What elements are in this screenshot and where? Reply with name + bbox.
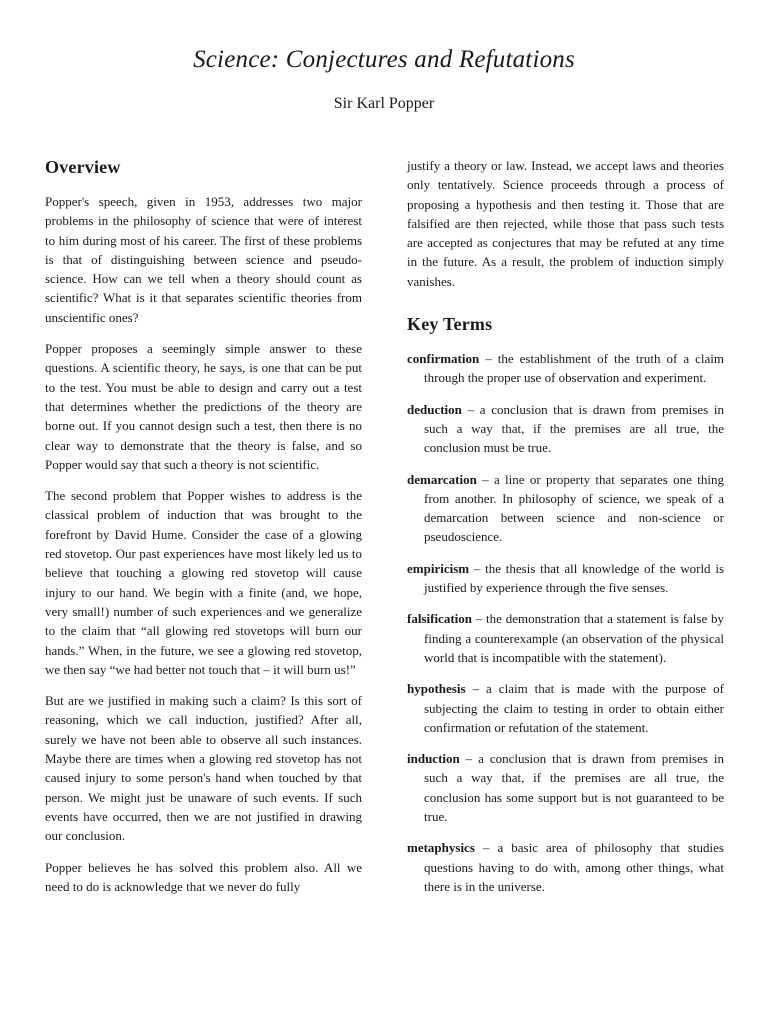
term-definition: – the establishment of the truth of a claim through the proper use of observation and experiment. bbox=[424, 351, 724, 386]
key-term-hypothesis bbox=[407, 679, 724, 737]
term-definition: – a line or property that separates one thing from another. In philosophy of science, we speak of a demarcation between science and non-science or pseudoscience. bbox=[424, 471, 724, 545]
term-word: deduction bbox=[407, 401, 462, 417]
key-terms-heading: Key Terms bbox=[407, 314, 493, 335]
key-term-deduction bbox=[407, 400, 724, 458]
term-definition: – a conclusion that is drawn from premises in such a way that, if the premises are all true, the conclusion has some support but is not guaranteed to be true. bbox=[424, 751, 724, 825]
term-definition: – a claim that is made with the purpose of subjecting the claim to testing in order to obtain either confirmation or refutation of the statement. bbox=[424, 681, 724, 735]
overview-continuation: justify a theory or law. Instead, we accept laws and theories only tentatively. Science proceeds through a process of proposing a hypothesis and then testing it. Those that are falsified are then rejected, while those that pass such tests are accepted as conjectures that may be refuted at any time in the future. As a result, the problem of induction simply vanishes. bbox=[407, 158, 724, 289]
key-term-empiricism bbox=[407, 559, 724, 598]
overview-paragraph-4: But are we justified in making such a claim? Is this sort of reasoning, which we call induction, justified? After all, surely we have not been able to observe all such instances. Maybe there are times when a glowing red stovetop has not caused injury to some person's hand when touched by that person. We might just be unaware of such events. If such events have occurred, then we are not justified in drawing our conclusion. bbox=[45, 693, 362, 844]
term-word: induction bbox=[407, 751, 460, 767]
overview-paragraph-1: Popper's speech, given in 1953, addresses two major problems in the philosophy of science that were of interest to him during most of his career. The first of these problems is that of distinguishing between science and pseudo-science. How can we tell when a theory should count as scientific? What is it that separates scientific theories from unscientific ones? bbox=[45, 194, 362, 325]
term-word: falsification bbox=[407, 611, 472, 627]
term-word: metaphysics bbox=[407, 840, 475, 856]
term-definition: – a basic area of philosophy that studies questions having to do with, among other things, what there is in the universe. bbox=[424, 840, 724, 894]
overview-paragraph-5: Popper believes he has solved this problem also. All we need to do is acknowledge that we never do fully bbox=[45, 859, 362, 894]
key-term-confirmation bbox=[407, 349, 724, 388]
document-title: Science: Conjectures and Refutations bbox=[193, 46, 575, 73]
overview-heading: Overview bbox=[45, 157, 121, 177]
key-term-falsification bbox=[407, 609, 724, 667]
overview-paragraph-3: The second problem that Popper wishes to address is the classical problem of induction that was brought to the forefront by David Hume. Consider the case of a glowing red stovetop. Our past experiences have most likely led us to believe that touching a glowing red stovetop will cause injury to our hand. We begin with a finite (and, we hope, very small!) number of such experiences and we generalize to the claim that “all glowing red stovetops will burn our hands.” When, in the future, we see a glowing red stovetop, we then say “we had better not touch that – it will burn us!” bbox=[45, 488, 362, 677]
term-definition: – a conclusion that is drawn from premises in such a way that, if the premises are all true, the conclusion must be true. bbox=[424, 401, 724, 456]
left-column bbox=[45, 154, 362, 908]
term-word: hypothesis bbox=[407, 681, 466, 697]
term-word: confirmation bbox=[407, 351, 480, 367]
term-definition: – the thesis that all knowledge of the world is justified by experience through the five senses. bbox=[424, 560, 724, 596]
term-word: demarcation bbox=[407, 471, 477, 487]
key-term-induction bbox=[407, 749, 724, 826]
term-definition: – the demonstration that a statement is false by finding a counterexample (an observation of the physical world that is incompatible with the statement). bbox=[424, 611, 724, 665]
key-term-demarcation bbox=[407, 470, 724, 547]
right-column bbox=[407, 156, 724, 908]
overview-paragraph-2: Popper proposes a seemingly simple answer to these questions. A scientific theory, he says, is one that can be put to the test. You must be able to design and carry out a test that determines whether the predictions of the theory are borne out. If you cannot design such a test, then there is no clear way to demonstrate that the theory is false, and so Popper would say that such a theory is not scientific. bbox=[45, 341, 362, 472]
term-word: empiricism bbox=[407, 560, 470, 576]
key-term-metaphysics bbox=[407, 838, 724, 896]
document-author: Sir Karl Popper bbox=[333, 95, 435, 112]
